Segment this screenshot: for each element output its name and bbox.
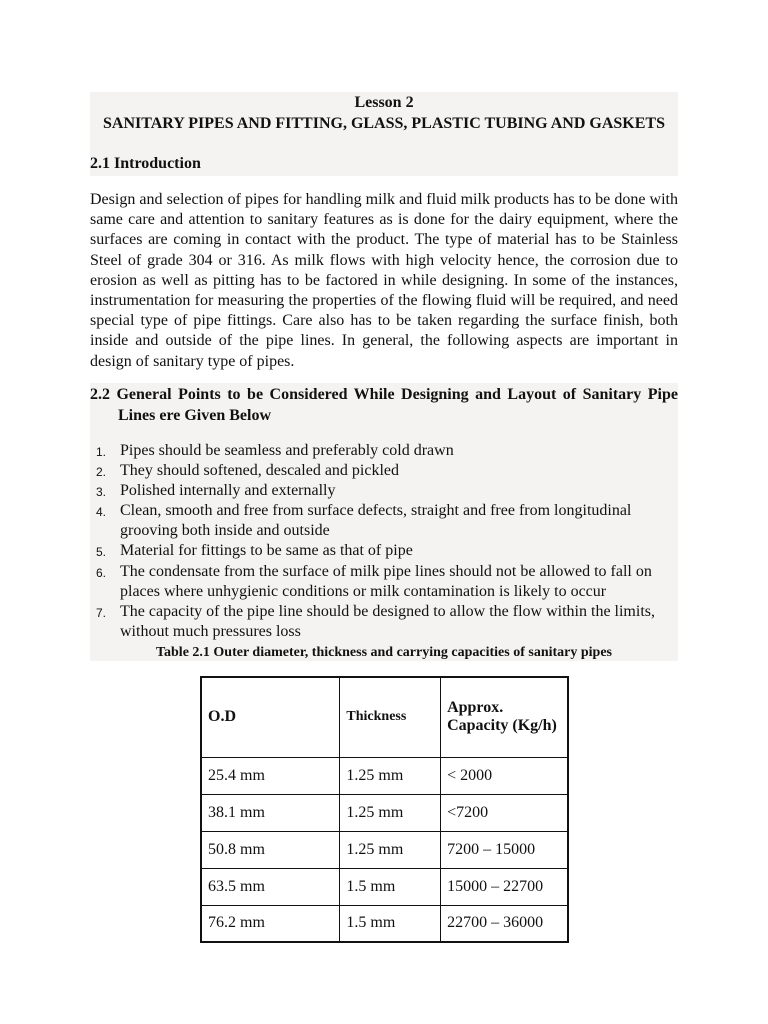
- table-row: [201, 905, 568, 942]
- table-cell: 1.5 mm: [340, 905, 441, 942]
- table-cell: 1.5 mm: [340, 868, 441, 905]
- list-number: 2.: [96, 465, 107, 480]
- list-number: 7.: [96, 605, 107, 620]
- column-header-od: O.D: [201, 677, 340, 757]
- table-cell: 15000 – 22700: [441, 868, 568, 905]
- list-item: [90, 461, 678, 481]
- table-row: [201, 757, 568, 794]
- list-item-text: Material for fittings to be same as that of pipe: [120, 542, 413, 560]
- table-cell: 50.8 mm: [201, 831, 340, 868]
- design-points-list: [90, 441, 678, 642]
- list-number: 6.: [96, 565, 107, 580]
- list-number: 5.: [96, 545, 107, 560]
- list-number: 4.: [96, 505, 107, 520]
- list-item: [90, 501, 678, 541]
- table-cell: 1.25 mm: [340, 757, 441, 794]
- table-header-row: [201, 677, 568, 757]
- list-item: [90, 441, 678, 461]
- list-item-text: The condensate from the surface of milk pipe lines should not be allowed to fall on places where unhygienic conditions or milk contamination is likely to occur: [120, 562, 652, 600]
- page-title: SANITARY PIPES AND FITTING, GLASS, PLASTIC TUBING AND GASKETS: [103, 115, 665, 132]
- pipe-capacity-table: [200, 676, 569, 943]
- list-item: [90, 481, 678, 501]
- table-cell: 22700 – 36000: [441, 905, 568, 942]
- table-cell: 1.25 mm: [340, 831, 441, 868]
- list-number: 1.: [96, 445, 107, 459]
- table-cell: 76.2 mm: [201, 905, 340, 942]
- table-row: [201, 794, 568, 831]
- lesson-label: Lesson 2: [354, 94, 414, 111]
- list-item-text: Polished internally and externally: [120, 482, 336, 500]
- section-heading-general-points: 2.2 General Points to be Considered While Designing and Layout of Sanitary Pipe Lines ere Given Below: [90, 386, 678, 424]
- table-row: [201, 868, 568, 905]
- table-row: [201, 831, 568, 868]
- list-item-text: Clean, smooth and free from surface defects, straight and free from longitudinal grooving both inside and outside: [120, 502, 632, 540]
- list-item-text: The capacity of the pipe line should be designed to allow the flow within the limits, without much pressures loss: [120, 602, 655, 640]
- table-cell: < 2000: [441, 757, 568, 794]
- list-item: [90, 562, 678, 602]
- table-cell: 1.25 mm: [340, 794, 441, 831]
- column-header-thickness: Thickness: [340, 677, 441, 757]
- list-number: 3.: [96, 485, 107, 500]
- list-item-text: Pipes should be seamless and preferably cold drawn: [120, 442, 454, 459]
- list-item: [90, 602, 678, 642]
- table-caption: Table 2.1 Outer diameter, thickness and carrying capacities of sanitary pipes: [155, 645, 613, 660]
- column-header-capacity: Approx. Capacity (Kg/h): [441, 677, 568, 757]
- section-heading-introduction: 2.1 Introduction: [90, 155, 201, 172]
- list-item: [90, 541, 678, 561]
- introduction-paragraph: Design and selection of pipes for handling milk and fluid milk products has to be done with same care and attention to sanitary features as is done for the dairy equipment, where the surfaces are coming in contact with the product. The type of material has to be Stainless Steel of grade 304 or 316. As milk flows with high velocity hence, the corrosion due to erosion as well as pitting has to be factored in while designing. In some of the instances, instrumentation for measuring the properties of the flowing fluid will be required, and need special type of pipe fittings. Care also has to be taken regarding the surface finish, both inside and outside of the pipe lines. In general, the following aspects are important in design of sanitary type of pipes.: [90, 191, 678, 370]
- table-cell: 38.1 mm: [201, 794, 340, 831]
- table-cell: 25.4 mm: [201, 757, 340, 794]
- table-cell: 7200 – 15000: [441, 831, 568, 868]
- list-item-text: They should softened, descaled and pickled: [120, 462, 400, 480]
- table-cell: <7200: [441, 794, 568, 831]
- table-cell: 63.5 mm: [201, 868, 340, 905]
